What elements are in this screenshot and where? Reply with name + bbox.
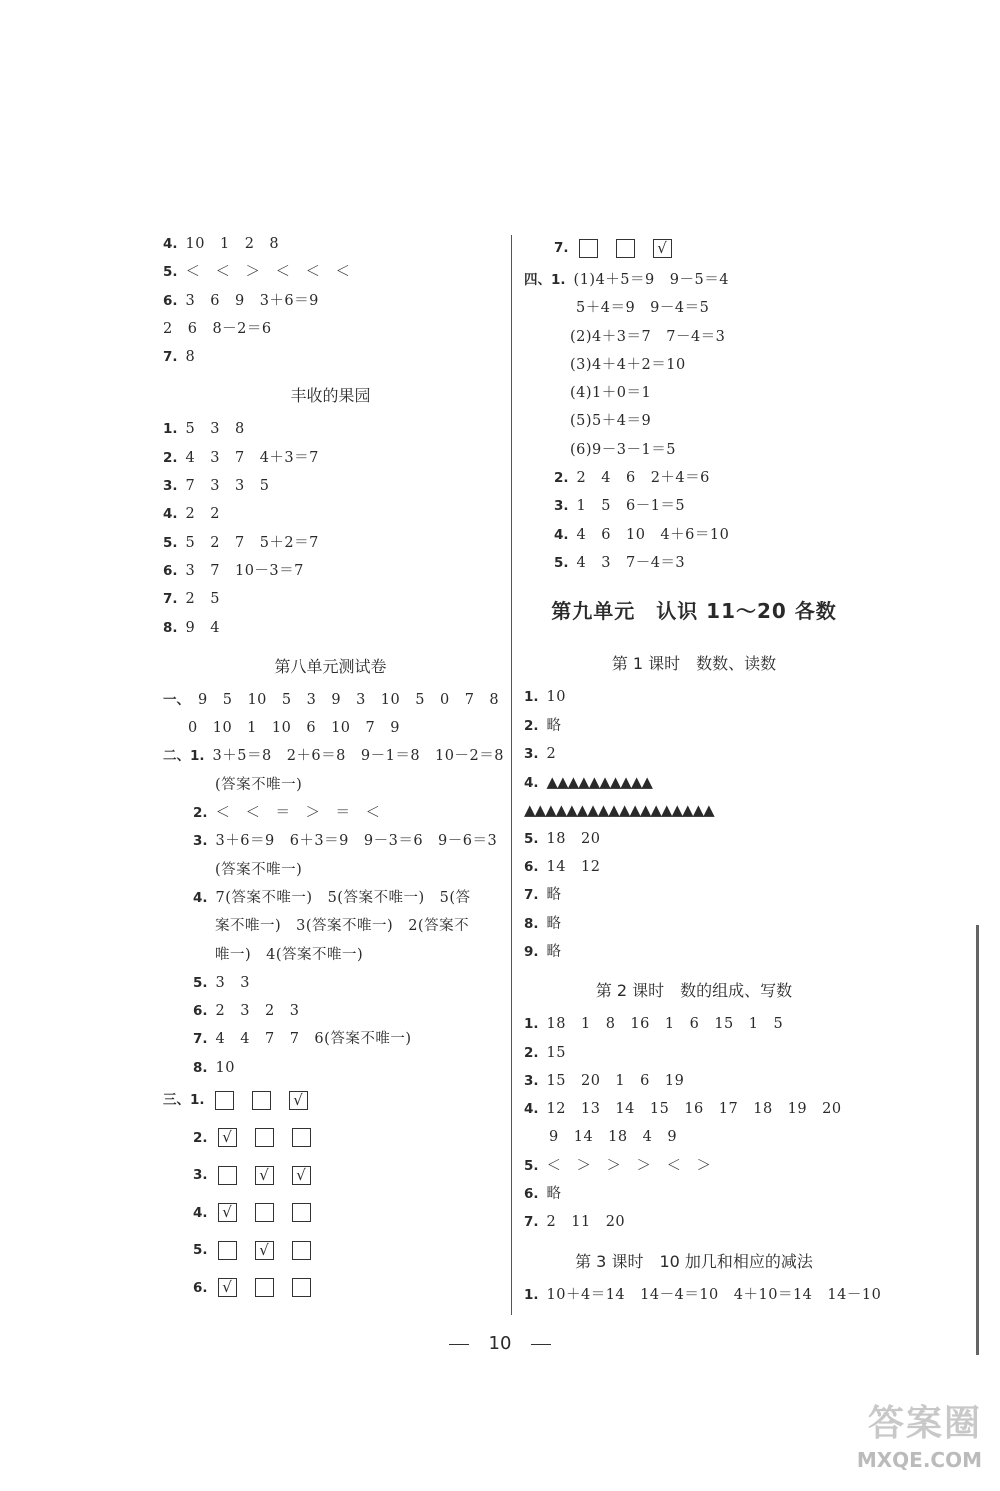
- answer-line: [524, 1208, 864, 1236]
- item-number: 5.: [524, 830, 539, 847]
- checked-box: √: [292, 1166, 311, 1185]
- answer-text: ▲▲▲▲▲▲▲▲▲▲: [546, 773, 652, 792]
- answer-text: 7(答案不唯一) 5(答案不唯一) 5(答: [215, 889, 471, 906]
- empty-box: [292, 1278, 311, 1297]
- checked-box: √: [255, 1241, 274, 1260]
- answer-text: 4 3 7－4＝3: [576, 554, 686, 571]
- lesson1-answers: [524, 683, 864, 966]
- answer-line: [524, 881, 864, 909]
- answer-text: 14 12: [546, 859, 601, 876]
- answer-text: ＜ ＞ ＞ ＞ ＜ ＞: [546, 1157, 712, 1174]
- answer-line: [524, 379, 864, 407]
- item-number: 6.: [193, 1003, 208, 1020]
- answer-text: 9 5 10 5 3 9 3 10 5 0 7 8: [198, 691, 500, 708]
- answer-line: [524, 549, 864, 577]
- answer-line: [163, 941, 498, 969]
- item-number: 7.: [524, 887, 539, 904]
- answer-line: [524, 768, 864, 796]
- answer-line: [163, 500, 498, 528]
- item-number: 5.: [193, 1242, 208, 1259]
- answer-line: [163, 686, 498, 714]
- answer-text: 3 6 9 3＋6＝9: [185, 292, 319, 309]
- answer-text: 4 6 10 4＋6＝10: [576, 526, 730, 543]
- answer-line: [524, 740, 864, 768]
- answer-line: [524, 351, 864, 379]
- section-heading-harvest: 丰收的果园: [290, 386, 371, 406]
- checked-box: √: [255, 1166, 274, 1185]
- answer-line: [524, 436, 864, 464]
- checkbox-group: [215, 1091, 308, 1110]
- checkbox-group: [218, 1241, 311, 1260]
- item-number: 5.: [193, 974, 208, 991]
- answer-text: 4 4 7 7 6(答案不唯一): [215, 1031, 412, 1048]
- unit9-title: 第九单元 认识 11～20 各数: [551, 599, 837, 624]
- item-number: 4.: [163, 236, 178, 252]
- answer-text: 9 14 18 4 9: [549, 1129, 678, 1146]
- answer-line: [163, 912, 498, 940]
- answer-line: [524, 1123, 864, 1151]
- answer-line: [524, 1039, 864, 1067]
- item-number: 7.: [193, 1031, 208, 1048]
- answer-text: (5)5＋4＝9: [570, 413, 652, 430]
- item-number: 5.: [163, 534, 178, 551]
- watermark-logo: 答案圈: [867, 1403, 982, 1444]
- item-number: 9.: [524, 943, 539, 960]
- lesson3-title: 第 3 课时 10 加几和相应的减法: [575, 1251, 813, 1271]
- answer-text: 18 20: [546, 830, 601, 847]
- checked-box: √: [218, 1203, 237, 1222]
- checked-box: √: [289, 1091, 308, 1110]
- answer-text: 略: [546, 717, 562, 734]
- answer-line: [163, 230, 498, 258]
- item-number: 1.: [524, 1286, 539, 1303]
- item-number: 4.: [193, 1204, 208, 1221]
- item-number: 6.: [163, 562, 178, 579]
- item-number: 3.: [524, 745, 539, 762]
- item-number: 7.: [163, 349, 178, 366]
- unit8-test-answers: [163, 686, 504, 1082]
- lesson1-title: 第 1 课时 数数、读数: [611, 654, 777, 674]
- item-number: 2.: [193, 1129, 208, 1146]
- item-number: 1.: [163, 421, 178, 438]
- answer-text: 略: [546, 915, 562, 932]
- empty-box: [579, 239, 598, 258]
- answer-text: 略: [546, 1186, 562, 1203]
- answer-text: 2 2: [185, 506, 220, 523]
- checkbox-answer-line: [163, 1120, 498, 1158]
- answer-line: [524, 323, 864, 351]
- empty-box: [255, 1128, 274, 1147]
- answer-line: [163, 1025, 498, 1053]
- right-column: [524, 230, 882, 1309]
- item-number: 8.: [524, 915, 539, 932]
- answer-text: 8: [185, 349, 196, 366]
- answer-line: [524, 521, 864, 549]
- watermark-url: MXQE.COM: [856, 1448, 982, 1472]
- answer-line: [524, 910, 864, 938]
- answer-text: (答案不唯一): [215, 861, 303, 878]
- item-number: 3.: [163, 478, 178, 495]
- item-number: 4.: [163, 506, 178, 523]
- item-number: 4.: [524, 775, 539, 792]
- answer-line: [524, 1152, 864, 1180]
- empty-box: [255, 1278, 274, 1297]
- empty-box: [292, 1128, 311, 1147]
- item-number: 7.: [524, 1214, 539, 1231]
- checkbox-answer-line: [524, 230, 864, 266]
- item-number: 6.: [524, 859, 539, 876]
- lesson2-title: 第 2 课时 数的组成、写数: [595, 981, 793, 1001]
- answer-line: [163, 258, 498, 286]
- answer-line: [163, 714, 498, 742]
- answer-text: 2 11 20: [546, 1214, 626, 1231]
- answer-text: (6)9－3－1＝5: [570, 441, 676, 458]
- answer-line: [524, 1010, 864, 1038]
- answer-line: [163, 884, 498, 912]
- item-number: 1.: [524, 1016, 539, 1033]
- item-number: 2.: [554, 470, 569, 487]
- answer-text: 4 3 7 4＋3＝7: [185, 449, 319, 466]
- answer-line: [524, 464, 864, 492]
- item-number: 4.: [554, 526, 569, 543]
- answer-line: [163, 315, 498, 343]
- answer-text: 10: [215, 1059, 235, 1076]
- item-number: 3.: [524, 1072, 539, 1089]
- answer-text: 1 5 6－1＝5: [576, 498, 686, 515]
- page-footer: [0, 1333, 1000, 1354]
- column-divider: [511, 235, 512, 1315]
- footer-dash-left: [449, 1344, 469, 1345]
- item-number: 5.: [554, 554, 569, 571]
- answer-line: [163, 614, 498, 642]
- answer-text: 15: [546, 1044, 566, 1061]
- answer-text: (4)1＋0＝1: [570, 385, 652, 402]
- item-number: 4.: [193, 889, 208, 906]
- answer-line: [163, 529, 498, 557]
- item-number: 3.: [193, 833, 208, 850]
- answer-text: 3＋5＝8 2＋6＝8 9－1＝8 10－2＝8: [212, 748, 504, 765]
- answer-text: 10＋4＝14 14－4＝10 4＋10＝14 14－10: [546, 1286, 882, 1303]
- empty-box: [218, 1166, 237, 1185]
- item-number: 8.: [163, 619, 178, 636]
- checkbox-answer-line: [163, 1195, 498, 1233]
- answer-line: [524, 1180, 864, 1208]
- answer-line: [163, 856, 498, 884]
- answer-text: (2)4＋3＝7 7－4＝3: [570, 328, 726, 345]
- answer-text: 9 4: [185, 619, 220, 636]
- answer-line: [163, 827, 498, 855]
- checkbox-answer-line: [163, 1270, 498, 1308]
- answer-line: [524, 683, 864, 711]
- empty-box: [255, 1203, 274, 1222]
- answer-text: (答案不唯一): [215, 776, 303, 793]
- answer-text: 2 3 2 3: [215, 1003, 300, 1020]
- answer-line: [524, 492, 864, 520]
- answer-text: 唯一) 4(答案不唯一): [215, 946, 364, 963]
- empty-box: [616, 239, 635, 258]
- answer-line: [524, 294, 864, 322]
- checked-box: √: [653, 239, 672, 258]
- answer-line: [163, 585, 498, 613]
- answer-text: 2 5: [185, 591, 220, 608]
- answer-text: 2: [546, 745, 557, 762]
- answer-line: [163, 343, 498, 371]
- item-number: 2.: [193, 805, 208, 822]
- watermark: [802, 1395, 982, 1485]
- footer-dash-right: [531, 1344, 551, 1345]
- checkbox-answer-line: [163, 1232, 498, 1270]
- part-four-answers: [524, 266, 864, 577]
- empty-box: [252, 1091, 271, 1110]
- checkbox-group: [579, 239, 672, 258]
- item-number: 三、1.: [163, 1092, 205, 1109]
- answer-line: [163, 997, 498, 1025]
- checkbox-answer-line: [163, 1157, 498, 1195]
- answer-text: 10: [546, 689, 566, 706]
- answer-text: 5＋4＝9 9－4＝5: [576, 300, 710, 317]
- item-number: 1.: [524, 689, 539, 706]
- empty-box: [292, 1203, 311, 1222]
- answer-text: 3＋6＝9 6＋3＝9 9－3＝6 9－6＝3: [215, 833, 498, 850]
- answer-text: ＜ ＜ ＝ ＞ ＝ ＜: [215, 805, 381, 822]
- item-number: 四、1.: [524, 272, 566, 288]
- answer-line: [163, 444, 498, 472]
- answer-text: 18 1 8 16 1 6 15 1 5: [546, 1016, 784, 1033]
- answer-line: [163, 1054, 498, 1082]
- checkbox-answer-line: [163, 1082, 498, 1120]
- answer-text: 7 3 3 5: [185, 478, 270, 495]
- answer-text: 5 3 8: [185, 421, 245, 438]
- item-number: 2.: [163, 449, 178, 466]
- answer-text: 10 1 2 8: [185, 236, 280, 252]
- answer-text: 12 13 14 15 16 17 18 19 20: [546, 1101, 842, 1118]
- answer-line: [524, 853, 864, 881]
- checkbox-group: [218, 1203, 311, 1222]
- answer-text: 略: [546, 887, 562, 904]
- answer-line: [524, 825, 864, 853]
- answer-line: [524, 1067, 864, 1095]
- checked-box: √: [218, 1128, 237, 1147]
- answer-line: [163, 287, 498, 315]
- page-number: 10: [488, 1333, 512, 1354]
- item-number: 7.: [554, 240, 569, 256]
- item-number: 6.: [524, 1186, 539, 1203]
- answer-line: [524, 1281, 882, 1309]
- answer-text: 2 4 6 2＋4＝6: [576, 470, 710, 487]
- item-number: 二、1.: [163, 748, 205, 765]
- answer-line: [524, 407, 864, 435]
- answer-line: [524, 1095, 864, 1123]
- answer-line: [163, 771, 498, 799]
- item-number: 5.: [163, 264, 178, 281]
- answer-text: ＜ ＜ ＞ ＜ ＜ ＜: [185, 264, 351, 281]
- lesson2-answers: [524, 1010, 864, 1236]
- item-number: 8.: [193, 1059, 208, 1076]
- answer-line: [524, 796, 864, 824]
- answer-text: 3 7 10－3＝7: [185, 562, 304, 579]
- item-number: 7.: [163, 591, 178, 608]
- answer-text: 略: [546, 943, 562, 960]
- answer-text: 5 2 7 5＋2＝7: [185, 534, 319, 551]
- answer-line: [524, 938, 864, 966]
- item-number: 一、: [163, 691, 190, 708]
- section-heading-unit8-test: 第八单元测试卷: [274, 656, 387, 676]
- answer-line: [163, 472, 498, 500]
- answer-text: 案不唯一) 3(答案不唯一) 2(答案不: [215, 918, 470, 935]
- answer-line: [524, 266, 864, 294]
- answer-line: [163, 969, 498, 997]
- item-number: 6.: [163, 292, 178, 309]
- answer-line: [524, 712, 864, 740]
- page-edge-shadow: [976, 925, 979, 1355]
- checkbox-answers: [163, 1082, 498, 1307]
- item-number: 2.: [524, 717, 539, 734]
- left-top-answers: [163, 230, 498, 371]
- answer-text: 0 10 1 10 6 10 7 9: [188, 720, 400, 737]
- answer-text: ▲▲▲▲▲▲▲▲▲▲▲▲▲▲▲▲▲▲: [524, 801, 714, 820]
- item-number: 4.: [524, 1101, 539, 1118]
- answer-line: [163, 742, 504, 770]
- answer-line: [163, 799, 498, 827]
- answer-line: [163, 415, 498, 443]
- answer-text: 2 6 8－2＝6: [163, 320, 272, 337]
- item-number: 5.: [524, 1157, 539, 1174]
- empty-box: [292, 1241, 311, 1260]
- answer-text: (3)4＋4＋2＝10: [570, 356, 686, 373]
- item-number: 3.: [193, 1167, 208, 1184]
- empty-box: [215, 1091, 234, 1110]
- answer-line: [163, 557, 498, 585]
- checkbox-group: [218, 1166, 311, 1185]
- checkbox-group: [218, 1278, 311, 1297]
- item-number: 2.: [524, 1044, 539, 1061]
- answer-text: (1)4＋5＝9 9－5＝4: [573, 272, 729, 288]
- checked-box: √: [218, 1278, 237, 1297]
- q7-checkbox-answer: [524, 230, 864, 266]
- empty-box: [218, 1241, 237, 1260]
- item-number: 6.: [193, 1279, 208, 1296]
- left-column: [163, 230, 504, 1307]
- harvest-answers: [163, 415, 498, 641]
- item-number: 3.: [554, 498, 569, 515]
- lesson3-answers: [524, 1281, 882, 1309]
- answer-text: 3 3: [215, 974, 250, 991]
- checkbox-group: [218, 1128, 311, 1147]
- answer-text: 15 20 1 6 19: [546, 1072, 685, 1089]
